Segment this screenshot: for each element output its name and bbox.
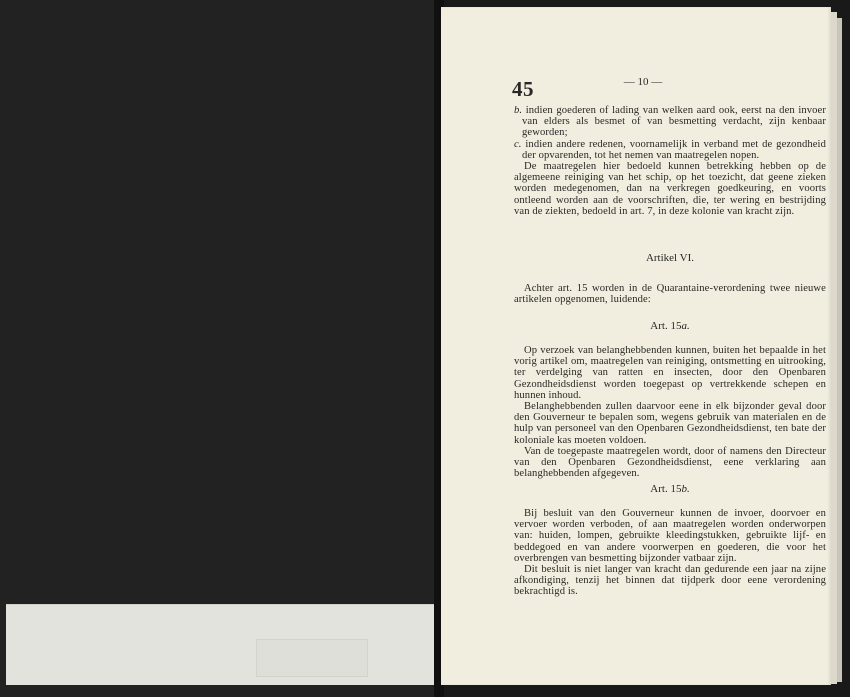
document-page — [441, 7, 831, 685]
paragraph-bij-besluit: Bij besluit van den Gouverneur kunnen de invoer, doorvoer en vervoer worden verboden, of aan maatregelen worden onderworpen van: huiden, lompen, gebruikte kleedingstukken, gebruikte lijf- en beddegoed en van andere voorwerpen en goederen, die voor het overbrengen van besmetting bijzonder vatbaar zijn. — [514, 508, 826, 564]
paragraph-maatregelen: De maatregelen hier bedoeld kunnen betrekking hebben op de algemeene reiniging van het schip, op het toezicht, dat geene zieken worden medegenomen, dan na verkregen goedkeuring, en voorts ontleend worden aan de voorschriften, die, ter wering en bestrijding van de ziekten, bedoeld in art. 7, in deze kolonie van kracht zijn. — [514, 161, 826, 217]
paragraph-dit-besluit: Dit besluit is niet langer van kracht dan gedurende een jaar na zijne afkondiging, tenzij het binnen dat tijdperk door eene verordening bekrachtigd is. — [514, 564, 826, 598]
heading-art-15a: Art. 15a. — [650, 320, 690, 332]
list-item-c: c. indien andere redenen, voornamelijk in verband met de gezondheid der opvarenden, tot het nemen van maatregelen nopen. — [514, 138, 827, 161]
list-item-b: b. indien goederen of lading van welken aard ook, eerst na den invoer van elders als besmet of van besmetting verdacht, zijn kenbaar geworden; — [514, 105, 826, 139]
faded-stamp-mark — [256, 639, 368, 677]
paragraph-achter-art: Achter art. 15 worden in de Quarantaine-verordening twee nieuwe artikelen opgenomen, luidende: — [514, 283, 826, 306]
art-15a-body — [514, 345, 826, 479]
heading-art-15b: Art. 15b. — [650, 483, 690, 495]
paragraph-belanghebbenden: Belanghebbenden zullen daarvoor eene in elk bijzonder geval door den Gouverneur te bepalen som, wegens gebruik van materialen en de hulp van personeel van den Openbaren Gezondheidsdienst, ten bate der koloniale kas moeten voldoen. — [514, 401, 826, 446]
heading-artikel-vi: Artikel VI. — [645, 252, 695, 264]
art-15b-body — [514, 508, 826, 598]
paragraph-op-verzoek: Op verzoek van belanghebbenden kunnen, buiten het bepaalde in het vorig artikel om, maatregelen van reiniging, ontsmetting en uitrooking, ter verdelging van ratten en insecten, door den Openbaren Gezondheidsdienst worden toegepast op vertrekkende schepen en hunnen inhoud. — [514, 345, 826, 401]
folio-number: 45 — [512, 77, 534, 101]
page-number: — 10 — — [623, 76, 663, 88]
paragraph-toegepaste: Van de toegepaste maatregelen wordt, door of namens den Directeur van den Openbaren Gezondheidsdienst, eene verklaring aan belanghebbenden afgegeven. — [514, 445, 826, 480]
list-block — [514, 105, 826, 217]
page-edge-shadow — [837, 18, 842, 682]
scan-paper-strip — [6, 604, 434, 685]
